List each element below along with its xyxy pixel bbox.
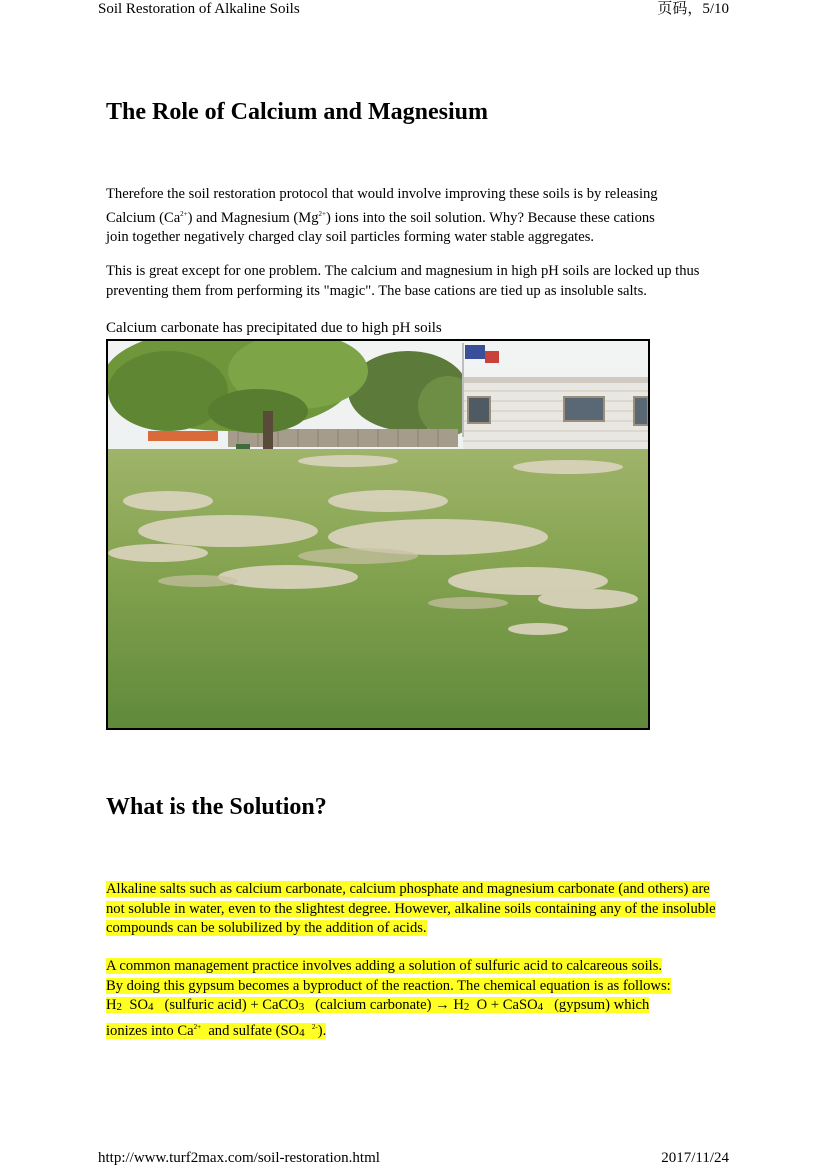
footer-url: http://www.turf2max.com/soil-restoration.html [98, 1150, 380, 1166]
p1-line2-rest: ) ions into the soil solution. Why? Because these cations [326, 209, 655, 226]
eq-end: ). [317, 1022, 327, 1039]
p4-line2: By doing this gypsum becomes a byproduct of the reaction. The chemical equation is as follows: [106, 977, 671, 994]
document-title: Soil Restoration of Alkaline Soils [98, 1, 300, 17]
eq-h: H [106, 997, 117, 1013]
eq-so: SO [129, 997, 148, 1013]
paragraph-sulfuric-acid [106, 957, 728, 1043]
eq-h2-sub: 2 [463, 1001, 470, 1013]
eq-h-sub: 2 [116, 1001, 123, 1013]
highlighted-text-alkaline-salts: Alkaline salts such as calcium carbonate, calcium phosphate and magnesium carbonate (and others) are not soluble in water, even to the slightest degree. However, alkaline soils containing any of the insoluble compounds can be solubilized by the addition of acids. [106, 881, 716, 936]
paragraph-locked-cations: This is great except for one problem. The calcium and magnesium in high pH soils are locked up thus preventing them from performing its "magic". The base cations are tied up as insoluble salts. [106, 263, 700, 299]
eq-sulfuric: (sulfuric acid) + CaCO [164, 997, 299, 1013]
p1-mg-prefix: ) and Magnesium (Mg [187, 209, 319, 226]
highlighted-text-sulfuric-acid [106, 958, 671, 1039]
paragraph-alkaline-salts [106, 880, 728, 939]
eq-ca-charge: 2+ [193, 1022, 202, 1031]
p1-calcium-prefix: Calcium (Ca [106, 209, 181, 226]
eq-gypsum: (gypsum) which [554, 997, 650, 1013]
soil-photo [106, 339, 650, 730]
eq-so4-charge: 2- [311, 1022, 318, 1031]
page-indicator: 页码，5/10 [657, 1, 729, 17]
p1-line3: join together negatively charged clay soil particles forming water stable aggregates. [106, 229, 595, 245]
section-title-solution: What is the Solution? [106, 794, 327, 820]
footer-date: 2017/11/24 [661, 1150, 729, 1166]
eq-caso-sub: 4 [537, 1001, 544, 1013]
ca-charge: 2+ [180, 209, 188, 218]
eq-ionizes: ionizes into Ca [106, 1022, 194, 1039]
p4-line1: A common management practice involves adding a solution of sulfuric acid to calcareous soils. [106, 958, 663, 974]
eq-so4-sub: 4 [299, 1026, 305, 1039]
paragraph-restoration-protocol [106, 185, 728, 248]
p1-line1: Therefore the soil restoration protocol that would involve improving these soils is by releasing [106, 186, 658, 202]
image-caption: Calcium carbonate has precipitated due to high pH soils [106, 320, 442, 336]
eq-so-sub: 4 [148, 1001, 154, 1013]
eq-o-plus: O + CaSO [476, 997, 538, 1013]
eq-calcium-carbonate: (calcium carbonate) → H [315, 997, 464, 1013]
eq-sulfate: and sulfate (SO [208, 1022, 300, 1039]
section-title-calcium-magnesium: The Role of Calcium and Magnesium [106, 99, 489, 125]
mg-charge: 2+ [318, 209, 326, 218]
eq-caco-sub: 3 [298, 1001, 305, 1013]
